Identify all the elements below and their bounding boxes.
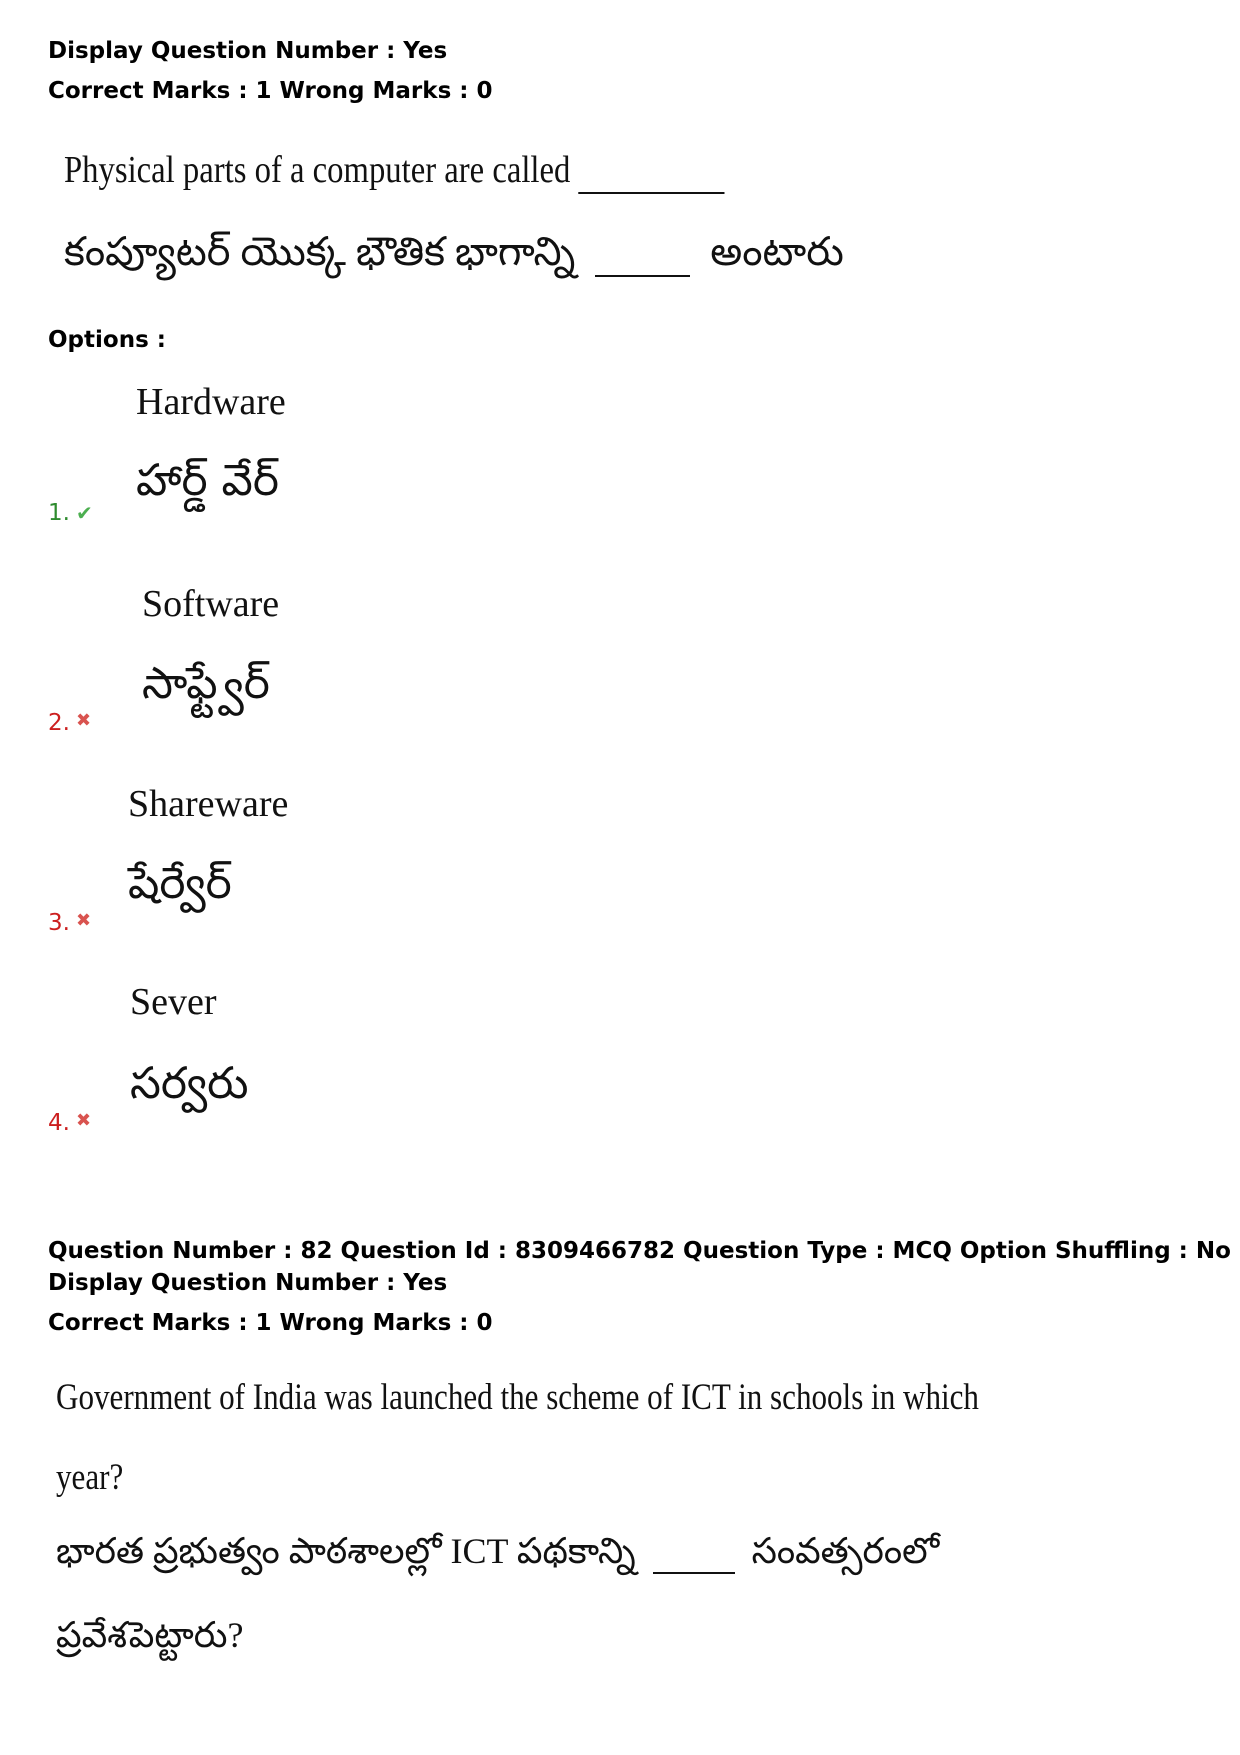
question-header: Question Number : 82 Question Id : 8309466782 Question Type : MCQ Option Shuffling : No: [48, 1238, 1231, 1264]
option-2-telugu: సాఫ్ట్వేర్: [142, 658, 270, 709]
question-text-english-line-2: year?: [56, 1457, 124, 1498]
option-1-number: [48, 500, 93, 526]
question-text-telugu-part-a: కంప్యూటర్ యొక్క భౌతిక భాగాన్ని: [64, 229, 576, 274]
option-2-number: [48, 710, 91, 736]
answer-blank: [579, 148, 725, 194]
option-2-english: Software: [142, 583, 280, 625]
cross-icon: ✖: [75, 1110, 92, 1131]
question-text-telugu-line-1-part-a: భారత ప్రభుత్వం పాఠశాలల్లో ICT పథకాన్ని: [56, 1531, 636, 1571]
option-3-telugu: షేర్వేర్: [128, 858, 232, 909]
check-icon: ✔: [75, 501, 93, 525]
question-text-telugu: [64, 228, 844, 285]
option-4-telugu: సర్వరు: [130, 1058, 249, 1109]
question-text-telugu-part-b: అంటారు: [710, 229, 844, 274]
question-text-english-label: Physical parts of a computer are called: [64, 149, 571, 191]
option-4-number: [48, 1110, 91, 1136]
option-4-number-label: 4.: [48, 1110, 70, 1136]
option-1-number-label: 1.: [48, 500, 70, 526]
question-text-telugu-line-1: [56, 1530, 939, 1581]
question-text-english-line-1: Government of India was launched the scheme of ICT in schools in which: [56, 1377, 979, 1418]
option-2-number-label: 2.: [48, 710, 70, 736]
question-text-english: [64, 148, 725, 194]
answer-blank: [595, 228, 690, 277]
display-question-number: Display Question Number : Yes: [48, 1270, 448, 1296]
cross-icon: ✖: [75, 910, 92, 931]
display-question-number: Display Question Number : Yes: [48, 38, 448, 64]
option-1-english: Hardware: [136, 381, 286, 423]
marks-info: Correct Marks : 1 Wrong Marks : 0: [48, 78, 493, 104]
question-text-telugu-line-1-part-b: సంవత్సరంలో: [751, 1531, 940, 1571]
options-label: Options :: [48, 327, 166, 353]
cross-icon: ✖: [75, 710, 92, 731]
option-3-number: [48, 910, 91, 936]
question-text-telugu-line-2: ప్రవేశపెట్టారు?: [56, 1615, 244, 1655]
option-1-telugu: హార్డ్ వేర్: [136, 455, 279, 506]
marks-info: Correct Marks : 1 Wrong Marks : 0: [48, 1310, 493, 1336]
answer-blank: [653, 1530, 735, 1574]
option-3-number-label: 3.: [48, 910, 70, 936]
option-4-english: Sever: [130, 981, 217, 1023]
option-3-english: Shareware: [128, 783, 289, 825]
